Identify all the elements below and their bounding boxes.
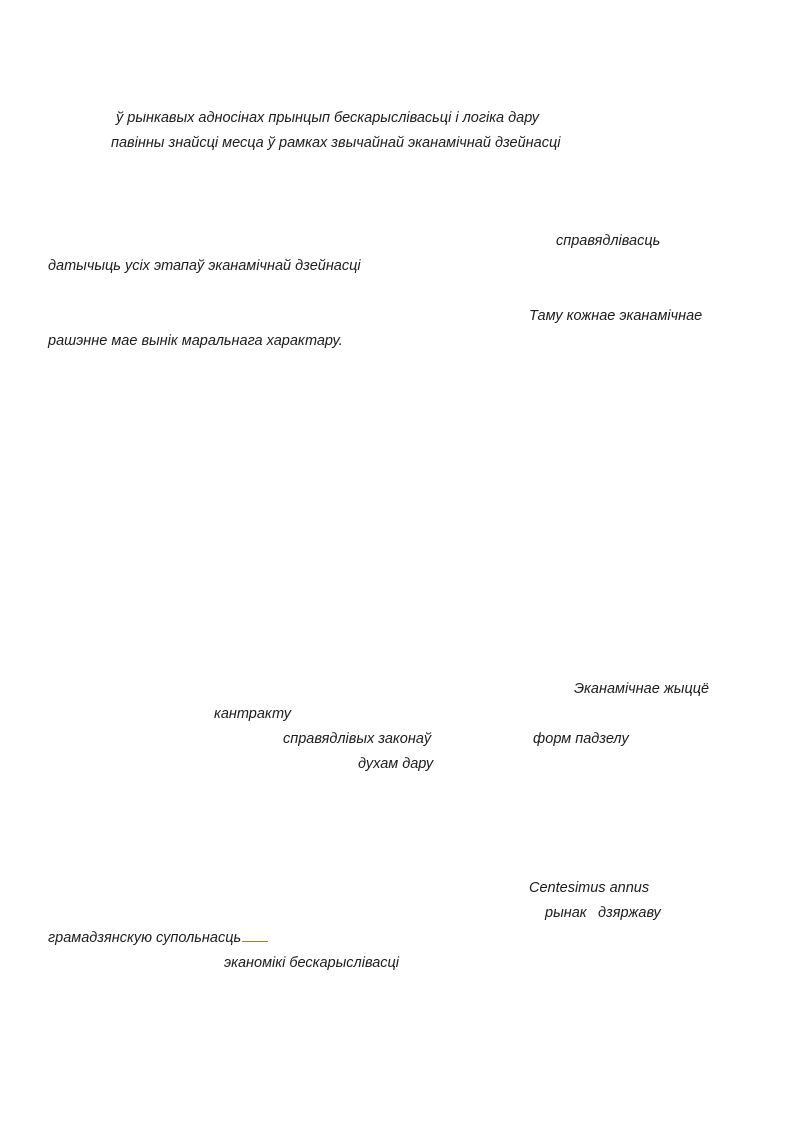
section3-fragment5: духам дару <box>358 756 434 772</box>
section4-fragment3: дзяржаву <box>598 905 661 921</box>
section2-fragment3: Таму кожнае эканамічнае <box>529 308 703 324</box>
section3-fragment3: справядлівых законаў <box>283 731 432 747</box>
section4-fragment2: рынак <box>545 905 587 921</box>
section4-fragment4-line <box>48 929 268 947</box>
section3-fragment2: кантракту <box>214 706 291 722</box>
section2-fragment2: датычыць усіх этапаў эканамічнай дзейнасці <box>48 258 361 274</box>
section4-fragment5: эканомікі бескарыслівасці <box>224 955 400 971</box>
section4-fragment4: грамадзянскую супольнасць <box>48 930 242 946</box>
section1-line2: павінны знайсці месца ў рамках звычайнай эканамічнай дзейнасці <box>111 135 561 151</box>
section3-fragment1: Эканамічнае жыццё <box>574 681 710 697</box>
section4-fragment1: Centesimus annus <box>529 880 650 896</box>
blank-underline <box>242 929 268 942</box>
section2-fragment4: рашэнне мае вынік маральнага характару. <box>48 333 343 349</box>
section1-line1: ў рынкавых адносінах прынцып бескарыслівасьці і логіка дару <box>116 110 540 126</box>
section3-fragment4: форм падзелу <box>533 731 629 747</box>
section2-fragment1: справядлівасць <box>556 233 661 249</box>
